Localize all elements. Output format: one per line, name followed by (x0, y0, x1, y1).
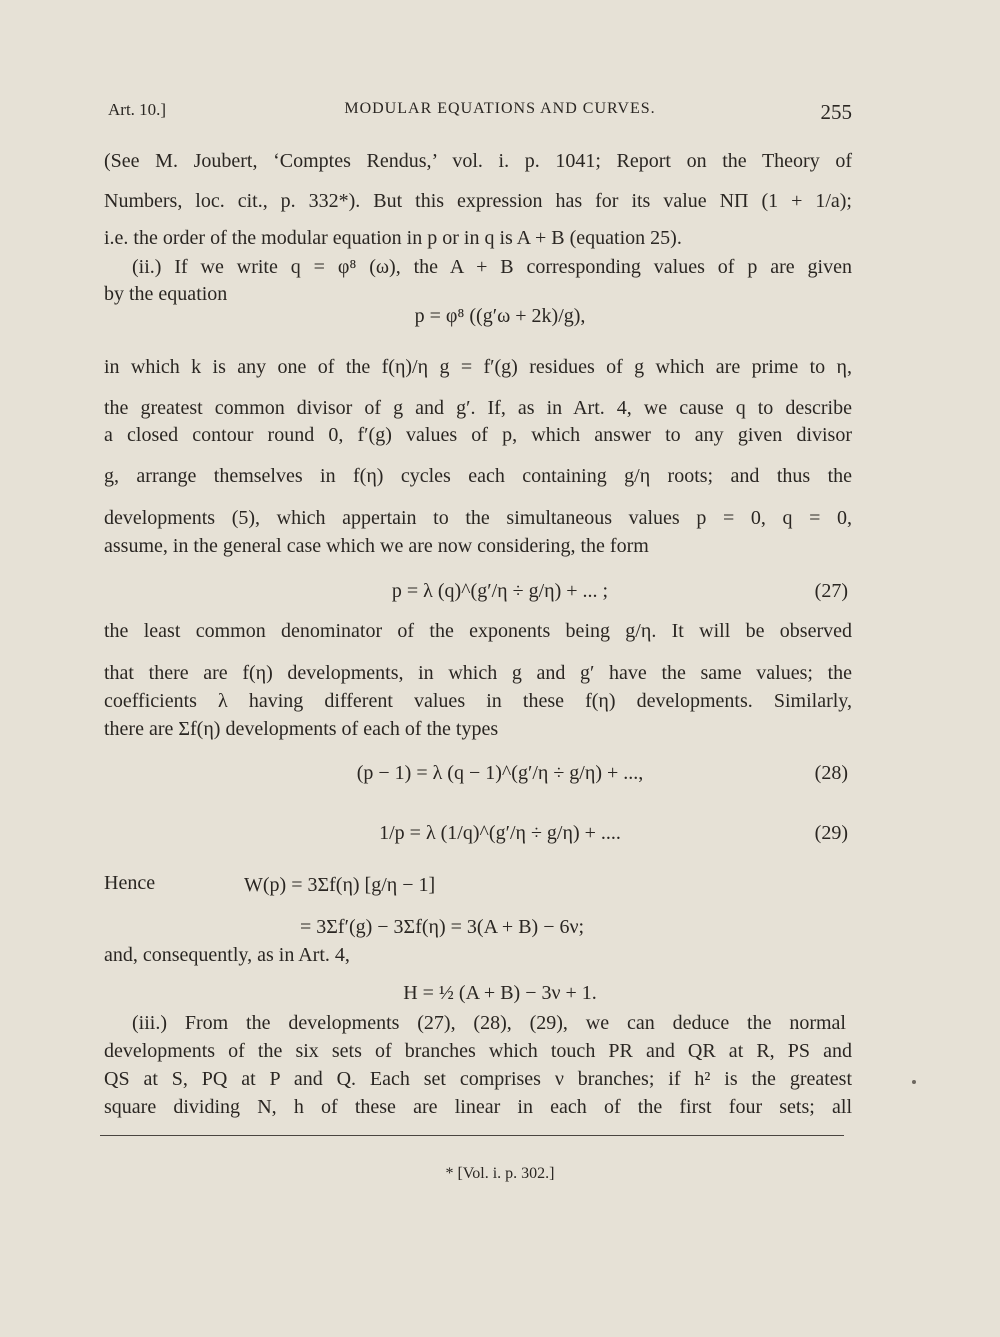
footnote-rule (100, 1135, 844, 1136)
text-line: i.e. the order of the modular equation in p or in q is A + B (equation 25). (104, 227, 682, 249)
text-line: developments (5), which appertain to the simultaneous values p = 0, q = 0, (104, 507, 852, 529)
equation-number: (29) (814, 822, 848, 844)
equation-number: (28) (814, 762, 848, 784)
text-line: assume, in the general case which we are now considering, the form (104, 535, 649, 557)
equation-h: H = ½ (A + B) − 3ν + 1. (403, 982, 597, 1004)
text-line: by the equation (104, 283, 228, 305)
header-section: Art. 10.] (108, 100, 167, 119)
text-line: (ii.) If we write q = φ⁸ (ω), the A + B corresponding values of p are given (132, 256, 852, 278)
equation-p: p = φ⁸ ((g′ω + 2k)/g), (414, 305, 586, 327)
text-line: that there are f(η) developments, in which g and g′ have the same values; the (104, 662, 852, 684)
equation-28: (p − 1) = λ (q − 1)^(g′/η ÷ g/η) + ..., (356, 762, 644, 784)
text-line: QS at S, PQ at P and Q. Each set comprises ν branches; if h² is the greatest (104, 1068, 852, 1090)
text-line: g, arrange themselves in f(η) cycles each containing g/η roots; and thus the (104, 465, 852, 487)
text-line: the least common denominator of the exponents being g/η. It will be observed (104, 620, 852, 642)
text-line: a closed contour round 0, f′(g) values of p, which answer to any given divisor (104, 424, 852, 446)
text-line: (See M. Joubert, ‘Comptes Rendus,’ vol. i. p. 1041; Report on the Theory of (104, 150, 852, 172)
running-title: MODULAR EQUATIONS AND CURVES. (344, 100, 656, 117)
text-line: developments of the six sets of branches which touch PR and QR at R, PS and (104, 1040, 852, 1062)
text-line: in which k is any one of the f(η)/η g = f′(g) residues of g which are prime to η, (104, 356, 852, 378)
text-line: the greatest common divisor of g and g′. If, as in Art. 4, we cause q to describe (104, 397, 852, 419)
text-line: Numbers, loc. cit., p. 332*). But this expression has for its value NΠ (1 + 1/a); (104, 190, 852, 212)
equation-29: 1/p = λ (1/q)^(g′/η ÷ g/η) + .... (379, 822, 621, 844)
equation-w2: = 3Σf′(g) − 3Σf(η) = 3(A + B) − 6ν; (300, 916, 585, 938)
text-line: square dividing N, h of these are linear in each of the first four sets; all (104, 1096, 852, 1118)
footnote: * [Vol. i. p. 302.] (445, 1165, 555, 1182)
text-line: and, consequently, as in Art. 4, (104, 944, 350, 966)
text-line: there are Σf(η) developments of each of the types (104, 718, 499, 740)
ink-speck (912, 1080, 916, 1084)
equation-number: (27) (814, 580, 848, 602)
equation-w1: W(p) = 3Σf(η) [g/η − 1] (244, 874, 436, 896)
text-line: Hence (104, 872, 156, 894)
page-number: 255 (820, 100, 852, 124)
text-line: coefficients λ having different values in these f(η) developments. Similarly, (104, 690, 852, 712)
equation-27: p = λ (q)^(g′/η ÷ g/η) + ... ; (391, 580, 609, 602)
text-line: (iii.) From the developments (27), (28), (29), we can deduce the normal (132, 1012, 846, 1034)
